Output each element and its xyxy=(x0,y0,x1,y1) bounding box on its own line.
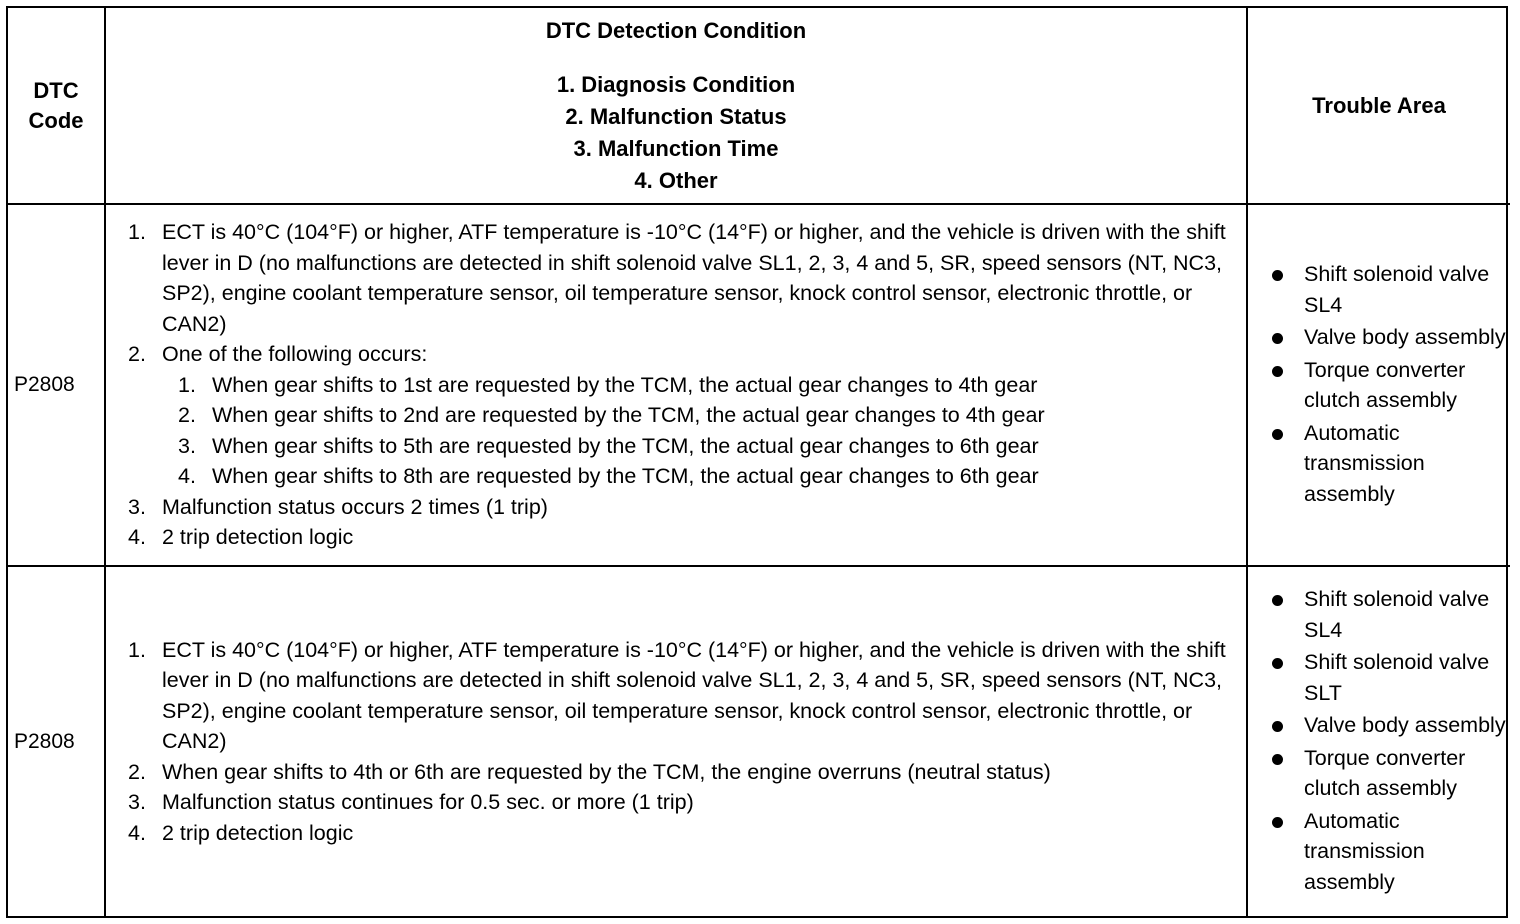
trouble-area-item xyxy=(1270,322,1510,353)
condition-text: ECT is 40°C (104°F) or higher, ATF temperature is -10°C (14°F) or higher, and the vehicle is driven with the shift lever in D (no malfunctions are detected in shift solenoid valve SL1, 2, 3, 4 and 5, SR, speed sensors (NT, NC3, SP2), engine coolant temperature sensor, oil temperature sensor, knock control sensor, electronic throttle, or CAN2) xyxy=(162,220,1226,336)
condition-item xyxy=(128,339,1242,370)
dtc-table-page xyxy=(6,6,1508,918)
trouble-area-text: Automatic transmission assembly xyxy=(1304,420,1425,506)
condition-list xyxy=(128,217,1242,553)
condition-text: 2 trip detection logic xyxy=(162,820,354,845)
condition-header-item: 1. Diagnosis Condition xyxy=(556,71,796,97)
condition-header-item: 4. Other xyxy=(634,167,718,193)
trouble-area-item xyxy=(1270,418,1510,510)
bullet-icon xyxy=(1272,817,1283,828)
bullet-icon xyxy=(1272,721,1283,732)
condition-item xyxy=(128,217,1242,339)
condition-cell xyxy=(105,204,1247,566)
condition-item xyxy=(128,818,1242,849)
condition-number: 4. xyxy=(128,525,146,550)
condition-header xyxy=(105,8,1247,204)
condition-header-item: 3. Malfunction Time xyxy=(573,135,779,161)
bullet-icon xyxy=(1272,333,1283,344)
condition-item xyxy=(128,757,1242,788)
bullet-icon xyxy=(1272,754,1283,765)
bullet-icon xyxy=(1272,366,1283,377)
condition-text: One of the following occurs: xyxy=(162,342,428,367)
condition-item xyxy=(128,635,1242,757)
trouble-area-item xyxy=(1270,743,1510,804)
condition-list xyxy=(128,635,1242,849)
header-row xyxy=(8,8,1510,204)
trouble-area-cell xyxy=(1247,204,1510,566)
condition-text: When gear shifts to 4th or 6th are requested by the TCM, the engine overruns (neutral status) xyxy=(162,759,1051,784)
condition-number: 2. xyxy=(128,759,146,784)
trouble-area-list xyxy=(1270,584,1510,897)
trouble-area-text: Valve body assembly xyxy=(1304,713,1506,737)
condition-number: 3. xyxy=(128,790,146,815)
condition-number: 2. xyxy=(128,342,146,367)
bullet-icon xyxy=(1272,658,1283,669)
table-row xyxy=(8,204,1510,566)
condition-item xyxy=(128,492,1242,523)
trouble-area-text: Shift solenoid valve SLT xyxy=(1304,650,1490,705)
trouble-area-item xyxy=(1270,584,1510,645)
trouble-area-cell xyxy=(1247,566,1510,916)
condition-number: 1. xyxy=(178,372,196,397)
condition-number: 1. xyxy=(128,637,146,662)
dtc-code-cell: P2808 xyxy=(8,204,105,566)
dtc-code-header-line1: DTC xyxy=(33,77,79,103)
dtc-code-cell: P2808 xyxy=(8,566,105,916)
condition-subitem xyxy=(128,461,1242,492)
dtc-code-header xyxy=(8,8,105,204)
condition-text: When gear shifts to 1st are requested by the TCM, the actual gear changes to 4th gear xyxy=(212,372,1038,397)
trouble-area-text: Valve body assembly xyxy=(1304,325,1506,349)
condition-subitem xyxy=(128,370,1242,401)
condition-text: ECT is 40°C (104°F) or higher, ATF temperature is -10°C (14°F) or higher, and the vehicle is driven with the shift lever in D (no malfunctions are detected in shift solenoid valve SL1, 2, 3, 4 and 5, SR, speed sensors (NT, NC3, SP2), engine coolant temperature sensor, oil temperature sensor, knock control sensor, electronic throttle, or CAN2) xyxy=(162,637,1226,754)
trouble-area-item xyxy=(1270,710,1510,741)
condition-number: 2. xyxy=(178,403,196,428)
condition-text: 2 trip detection logic xyxy=(162,525,354,550)
trouble-area-text: Torque converter clutch assembly xyxy=(1304,357,1466,412)
trouble-area-item xyxy=(1270,355,1510,416)
condition-text: Malfunction status occurs 2 times (1 trip) xyxy=(162,494,548,519)
trouble-area-text: Torque converter clutch assembly xyxy=(1304,745,1466,800)
trouble-area-list xyxy=(1270,259,1510,509)
bullet-icon xyxy=(1272,595,1283,606)
condition-number: 4. xyxy=(178,464,196,489)
condition-item xyxy=(128,522,1242,553)
condition-item xyxy=(128,787,1242,818)
condition-subitem xyxy=(128,431,1242,462)
condition-subitem xyxy=(128,400,1242,431)
trouble-area-item xyxy=(1270,806,1510,898)
bullet-icon xyxy=(1272,429,1283,440)
condition-number: 3. xyxy=(178,433,196,458)
condition-number: 4. xyxy=(128,820,146,845)
trouble-area-header: Trouble Area xyxy=(1247,8,1510,204)
bullet-icon xyxy=(1272,270,1283,281)
condition-number: 3. xyxy=(128,494,146,519)
trouble-area-item xyxy=(1270,259,1510,320)
trouble-area-text: Shift solenoid valve SL4 xyxy=(1304,262,1490,317)
condition-header-item: 2. Malfunction Status xyxy=(565,103,787,129)
condition-text: When gear shifts to 8th are requested by the TCM, the actual gear changes to 6th gear xyxy=(212,464,1039,489)
condition-number: 1. xyxy=(128,220,146,245)
trouble-area-text: Shift solenoid valve SL4 xyxy=(1304,587,1490,642)
condition-cell xyxy=(105,566,1247,916)
trouble-area-text: Automatic transmission assembly xyxy=(1304,808,1425,894)
condition-text: When gear shifts to 2nd are requested by the TCM, the actual gear changes to 4th gear xyxy=(212,403,1045,428)
table-row xyxy=(8,566,1510,916)
condition-header-title: DTC Detection Condition xyxy=(545,17,807,43)
condition-text: Malfunction status continues for 0.5 sec. or more (1 trip) xyxy=(162,790,694,815)
dtc-table xyxy=(8,8,1510,916)
condition-text: When gear shifts to 5th are requested by the TCM, the actual gear changes to 6th gear xyxy=(212,433,1039,458)
trouble-area-item xyxy=(1270,647,1510,708)
dtc-code-header-line2: Code xyxy=(28,107,84,133)
